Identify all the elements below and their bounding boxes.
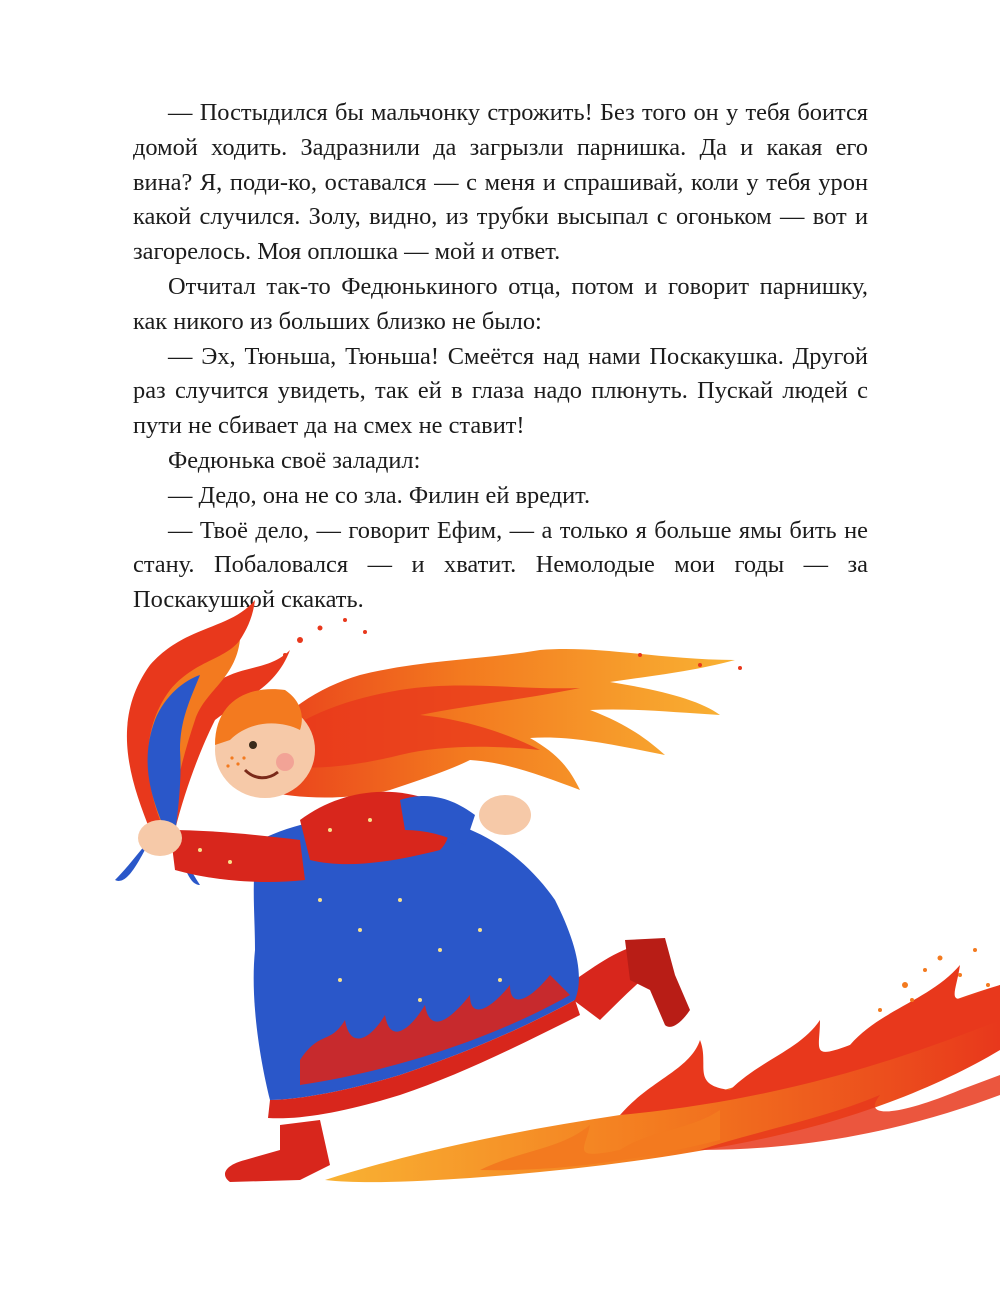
paragraph-3: — Эх, Тюньша, Тюньша! Смеётся над нами Поскакушка. Другой раз случится увидеть, так ей в глаза надо плюнуть. Пускай людей с пути не сбивает да на смех не ставит! <box>133 342 868 440</box>
paragraph-5: — Дедо, она не со зла. Филин ей вредит. <box>168 481 591 509</box>
story-text <box>133 96 868 618</box>
flaming-hair <box>240 618 742 798</box>
illustration-running-girl <box>0 600 1000 1300</box>
paragraph-2: Отчитал так-то Федюнькиного отца, потом и говорит парнишку, как никого из больших близко не было: <box>133 272 868 335</box>
paragraph-1: — Постыдился бы мальчонку строжить! Без того он у тебя боится домой ходить. Задразнили да загрызли парнишка. Да и какая его вина? Я, поди-ко, оставался — с меня и спрашивай, коли у тебя урон какой случился. Золу, видно, из трубки высыпал с огоньком — вот и загорелось. Моя оплошка — мой и ответ. <box>133 99 868 266</box>
paragraph-4: Федюнька своё заладил: <box>168 446 421 474</box>
paragraph-6: — Твоё дело, — говорит Ефим, — а только я больше ямы бить не стану. Побаловался — и хватит. Немолодые мои годы — за Поскакушкой скакать. <box>133 516 868 614</box>
